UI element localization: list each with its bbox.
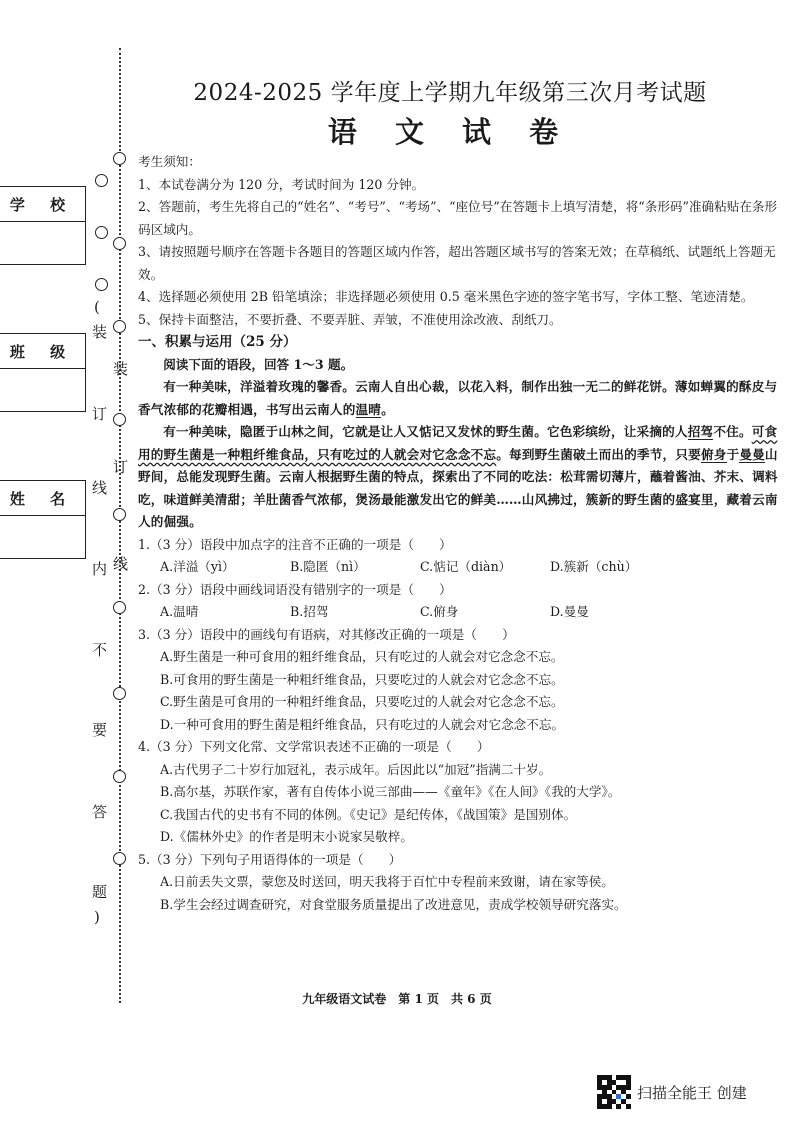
- binding-circle: [113, 601, 126, 614]
- passage-paragraph-1: 有一种美味，洋溢着玫瑰的馨香。云南人自出心裁，以花入料，制作出独一无二的鲜花饼。薄如蝉翼的酥皮与香气浓郁的花瓣相遇，书写出云南人的温晴。: [138, 379, 778, 417]
- question-stem: 5.（3 分）下列句子用语得体的一项是（ ）: [138, 851, 402, 867]
- option[interactable]: C.野生菌是可食用的一种粗纤维食品，只要吃过的人就会对它念念不忘。: [160, 694, 564, 709]
- binding-char: 装: [113, 360, 129, 378]
- page-footer: 九年级语文试卷 第 1 页 共 6 页: [302, 992, 492, 1006]
- binding-circle: [95, 226, 108, 239]
- binding-circle: [113, 687, 126, 700]
- option[interactable]: A.古代男子二十岁行加冠礼，表示成年。后因此以“加冠”指满二十岁。: [160, 761, 552, 777]
- option[interactable]: A.野生菌是一种可食用的粗纤维食品，只有吃过的人就会对它念念不忘。: [160, 649, 564, 664]
- binding-circle: [113, 852, 126, 865]
- notice-item: 5、保持卡面整洁，不要折叠、不要弄脏、弄皱，不准使用涂改液、刮纸刀。: [138, 311, 562, 327]
- question-stem: 1.（3 分）语段中加点字的注音不正确的一项是（ ）: [138, 536, 452, 552]
- option[interactable]: D.一种可食用的野生菌是粗纤维食品，只有吃过的人就会对它念念不忘。: [160, 716, 565, 732]
- option[interactable]: C.惦记（diàn）: [420, 559, 512, 574]
- option[interactable]: B.可食用的野生菌是一种粗纤维食品，只要吃过的人就会对它念念不忘。: [160, 671, 564, 687]
- notice-item: 1、本试卷满分为 120 分，考试时间为 120 分钟。: [138, 176, 425, 192]
- binding-char: 线: [113, 555, 129, 573]
- option[interactable]: A.温晴: [160, 604, 199, 619]
- binding-circle: [113, 320, 126, 333]
- binding-char: (: [94, 298, 100, 316]
- qr-code-icon: [597, 1075, 631, 1109]
- binding-circle: [113, 152, 126, 165]
- question-options: [138, 601, 778, 624]
- question-stem: 4.（3 分）下列文化常、文学常识表述不正确的一项是（ ）: [138, 739, 490, 754]
- underlined-word: 温晴: [355, 401, 382, 417]
- underlined-word: 俯身: [700, 446, 727, 462]
- option[interactable]: A.洋溢（yì）: [160, 559, 235, 574]
- underlined-word: 曼曼: [739, 446, 765, 462]
- question-options: [138, 556, 778, 579]
- question-stem: 3.（3 分）语段中的画线句有语病，对其修改正确的一项是（ ）: [138, 626, 515, 642]
- reading-intro: 阅读下面的语段，回答 1～3 题。: [163, 356, 354, 372]
- wavy-underlined-sentence: 可食用的野生菌是一种粗纤维食品，只有吃过的人就会对它念念不忘: [138, 424, 778, 462]
- option[interactable]: C.我国古代的史书有不同的体例。《史记》是纪传体，《战国策》是国别体。: [160, 806, 577, 822]
- notice-item: 2、答题前，考生先将自己的“姓名”、“考号”、“考场”、“座位号”在答题卡上填写清楚，将“条形码”准确粘贴在条形码区域内。: [138, 199, 778, 237]
- option[interactable]: B.招驾: [290, 604, 329, 619]
- binding-circle: [113, 770, 126, 783]
- notice-heading: 考生须知：: [138, 154, 201, 169]
- notice-item: 4、选择题必须使用 2B 铅笔填涂；非选择题必须使用 0.5 毫米黑色字迹的签字笔书写，字体工整、笔迹清楚。: [138, 289, 754, 304]
- passage-paragraph-2: 有一种美味，隐匿于山林之间，它就是让人又惦记又发怵的野生菌。它色彩缤纷，让采摘的人招驾不住。可食用的野生菌是一种粗纤维食品，只有吃过的人就会对它念念不忘。每到野生菌破土而出的季节，只要俯身于曼曼山野间，总能发现野生菌。云南人根据野生菌的特点，探索出了不同的吃法：松茸需切薄片，蘸着酱油、芥末、调料吃，味道鲜美清甜；羊肚菌香气浓郁，煲汤最能激发出它的鲜美……山风拂过，簇新的野生菌的盛宴里，藏着云南人的倔强。: [138, 424, 778, 529]
- binding-char: 不: [92, 641, 108, 659]
- option[interactable]: B.隐匿（nì）: [290, 559, 366, 574]
- binding-char: 订: [113, 458, 129, 476]
- binding-char: 线: [92, 479, 108, 497]
- school-label: 学 校: [0, 187, 85, 222]
- underlined-word: 招驾: [687, 424, 714, 439]
- binding-char: 装: [92, 323, 108, 341]
- binding-char: 订: [92, 405, 108, 423]
- option[interactable]: B.学生会经过调查研究，对食堂服务质量提出了改进意见，责成学校领导研究落实。: [160, 896, 627, 912]
- option[interactable]: C.俯身: [420, 604, 459, 619]
- binding-circle: [113, 413, 126, 426]
- section-title: 一、积累与运用（25 分）: [138, 334, 297, 350]
- option[interactable]: D.簇新（chù）: [550, 559, 638, 574]
- option[interactable]: D.曼曼: [550, 604, 589, 619]
- binding-circle: [95, 278, 108, 291]
- question-stem: 2.（3 分）语段中画线词语没有错别字的一项是（ ）: [138, 581, 452, 597]
- notice-item: 3、请按照题号顺序在答题卡各题目的答题区域内作答，超出答题区域书写的答案无效；在草稿纸、试题纸上答题无效。: [138, 244, 776, 282]
- binding-char: 要: [92, 721, 108, 739]
- watermark-text: 扫描全能王 创建: [637, 1083, 747, 1102]
- exam-title: 2024-2025 学年度上学期九年级第三次月考试题: [193, 80, 707, 106]
- scanner-watermark: [597, 1075, 747, 1109]
- class-label: 班 级: [0, 334, 85, 369]
- exam-subtitle: 语 文 试 卷: [327, 115, 573, 149]
- exam-content: [138, 151, 778, 916]
- binding-circle: [113, 508, 126, 521]
- binding-circle: [95, 174, 108, 187]
- binding-circle: [113, 237, 126, 250]
- binding-char: ): [94, 908, 100, 926]
- class-field[interactable]: [0, 333, 86, 412]
- option[interactable]: B.高尔基，苏联作家，著有自传体小说三部曲——《童年》《在人间》《我的大学》。: [160, 784, 621, 799]
- binding-char: 内: [92, 560, 108, 578]
- option[interactable]: A.日前丢失文票，蒙您及时送回，明天我将于百忙中专程前来致谢，请在家等侯。: [160, 874, 614, 889]
- binding-char: 答: [92, 803, 108, 821]
- option[interactable]: D.《儒林外史》的作者是明末小说家吴敬梓。: [160, 829, 413, 844]
- name-label: 姓 名: [0, 481, 85, 516]
- name-field[interactable]: [0, 480, 86, 559]
- school-field[interactable]: [0, 186, 86, 265]
- binding-char: 题: [92, 883, 108, 901]
